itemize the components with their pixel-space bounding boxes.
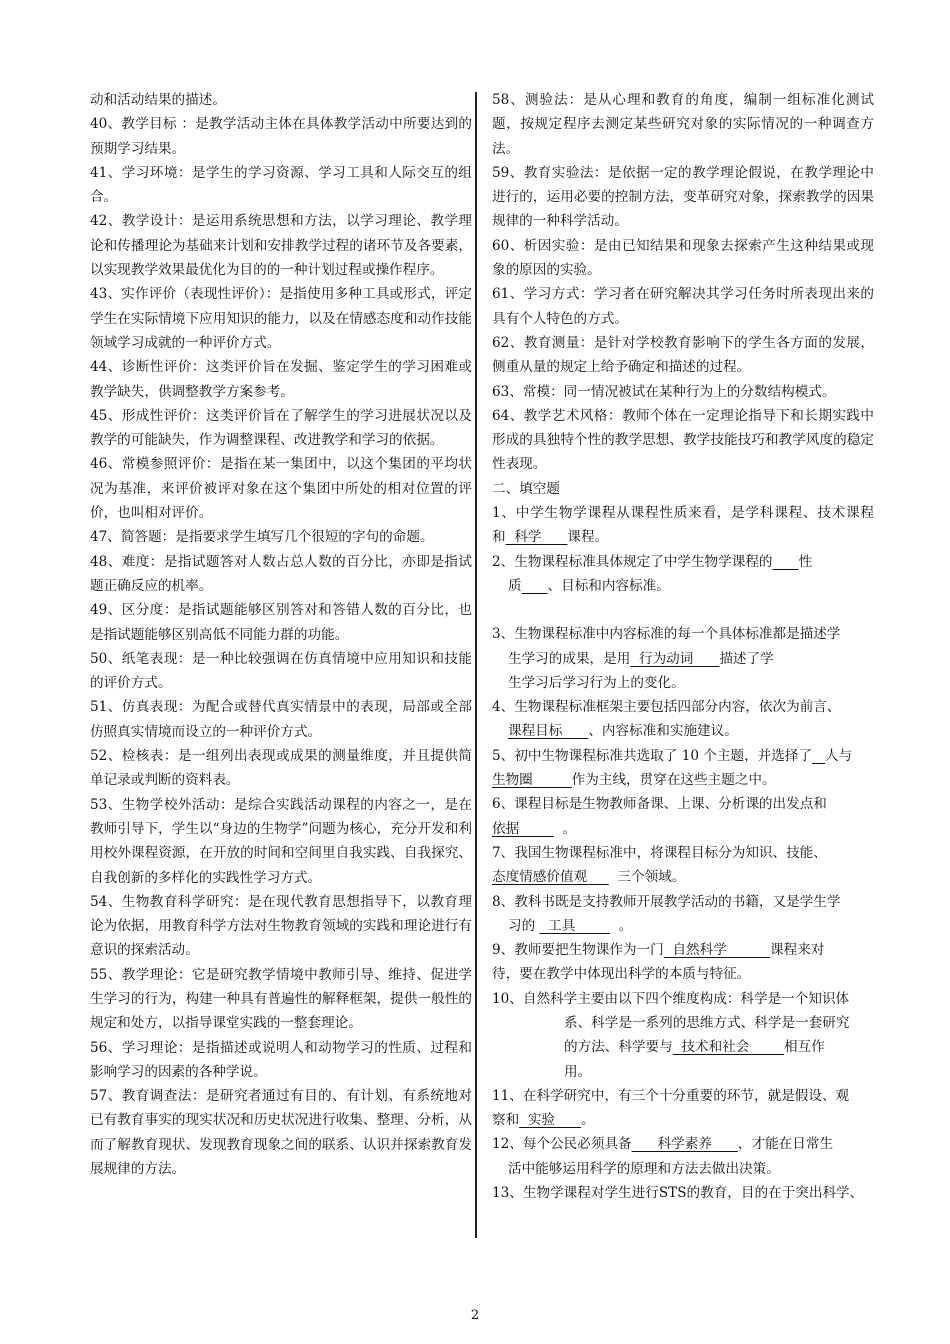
fill-question-3-line3: 生学习后学习行为上的变化。: [508, 674, 685, 691]
definition-60: 60、析因实验：是由已知结果和现象去探索产生这种结果或现象的原因的实验。: [492, 237, 874, 279]
left-column: [90, 88, 472, 1181]
q10-text-end: 相互作: [783, 1039, 825, 1056]
fill-question-13: 13、生物学课程对学生进行STS的教育，目的在于突出科学、: [492, 1185, 864, 1202]
q6-blank: 依据: [492, 820, 520, 837]
q12-text: 12、每个公民必须具备: [492, 1136, 632, 1153]
q1-text-end: 课程。: [567, 529, 609, 546]
q9-text: 9、教师要把生物课作为一门: [492, 942, 664, 959]
fill-question-4: 4、生物课程标准框架主要包括四部分内容，依次为前言、: [492, 699, 841, 716]
fill-question-11-line2: [492, 1108, 874, 1132]
definition-63: 63、常模：同一情况被试在某种行为上的分数结构模式。: [492, 383, 836, 400]
q10-blank: 技术和社会: [681, 1039, 750, 1056]
definition-49: 49、区分度：是指试题能够区别答对和答错人数的百分比，也是指试题能够区别高低不同能力群的功能。: [90, 602, 472, 643]
definition-48: 48、难度：是指试题答对人数占总人数的百分比，亦即是指试题正确反应的机率。: [90, 553, 472, 594]
q9-text-end: 课程来对: [770, 942, 825, 959]
definition-62: 62、教育测量：是针对学校教育影响下的学生各方面的发展，侧重从量的规定上给予确定和描述的过程。: [492, 334, 874, 376]
fill-question-2: [492, 550, 874, 574]
definition-47: 47、简答题：是指要求学生填写几个很短的字句的命题。: [90, 529, 434, 546]
fill-question-5: [492, 744, 874, 768]
fill-question-1: [492, 501, 874, 550]
q8-blank: 工具: [548, 917, 576, 934]
q11-blank: 实验: [527, 1112, 556, 1129]
definition-40: 40、教学目标 ：是教学活动主体在具体教学活动中所要达到的预期学习结果。: [90, 116, 472, 157]
definition-42: 42、教学设计：是运用系统思想和方法，以学习理论、教学理论和传播理论为基础来计划和安排教学过程的诸环节及各要素，以实现教学效果最优化为目的的一种计划过程或操作程序。: [90, 213, 472, 279]
q3-text-end: 描述了学: [719, 650, 774, 667]
fill-question-7-line2: [492, 865, 874, 889]
fill-question-12-line2: 活中能够运用科学的原理和方法去做出决策。: [508, 1160, 780, 1177]
fill-question-4-line2: [492, 719, 874, 743]
q2-text-d: 、目标和内容标准。: [547, 577, 670, 594]
fill-question-3: 3、生物课程标准中内容标准的每一个具体标准都是描述学: [492, 626, 841, 643]
definition-43: 43、实作评价（表现性评价）：是指使用多种工具或形式，评定学生在实际情境下应用知识的能力，以及在情感态度和动作技能领域学习成就的一种评价方式。: [90, 286, 472, 351]
definition-56: 56、学习理论：是指描述或说明人和动物学习的性质、过程和影响学习的因素的各种学说。: [90, 1039, 472, 1080]
definition-41: 41、学习环境：是学生的学习资源、学习工具和人际交互的组合。: [90, 164, 472, 206]
q12-text-end: ，才能在日常生: [737, 1136, 834, 1153]
q11-text-end: 。: [580, 1112, 595, 1129]
q1-blank: 科学: [514, 529, 542, 546]
fill-question-9: [492, 938, 874, 962]
definition-54: 54、生物教育科学研究：是在现代教育思想指导下，以教育理论为依据，用教育科学方法对生物教育领域的实践和理论进行有意识的探索活动。: [90, 893, 472, 959]
definition-59: 59、教育实验法：是依据一定的教学理论假说，在教学理论中进行的，运用必要的控制方法，变革研究对象，探索教学的因果规律的一种科学活动。: [492, 164, 874, 230]
definition-64: 64、教学艺术风格：教师个体在一定理论指导下和长期实践中形成的具独特个性的教学思想、教学技能技巧和教学风度的稳定性表现。: [492, 407, 874, 473]
q5-text-b: 人与: [825, 747, 853, 764]
fill-question-12: [492, 1132, 874, 1156]
q5-text: 5、初中生物课程标准共选取了 10 个主题，并选择了: [492, 747, 813, 764]
q5-blank-2: 生物圈: [492, 772, 533, 789]
definition-51: 51、仿真表现：为配合或替代真实情景中的表现，局部或全部仿照真实情境而设立的一种评价方式。: [90, 699, 472, 740]
definition-58: 58、测验法：是从心理和教育的角度，编制一组标准化测试题，按规定程序去测定某些研究对象的实际情况的一种调查方法。: [492, 92, 874, 157]
definition-50: 50、纸笔表现：是一种比较强调在仿真情境中应用知识和技能的评价方式。: [90, 650, 472, 692]
q9-blank: 自然科学: [672, 942, 727, 959]
section-title: 二、填空题: [492, 480, 560, 497]
fill-question-10: 10、自然科学主要由以下四个维度构成：科学是一个知识体: [492, 990, 850, 1007]
fill-question-7: 7、我国生物课程标准中，将课程目标分为知识、技能、: [492, 844, 827, 861]
q2-text-c: 质: [508, 577, 522, 594]
fill-question-5-line2: [492, 768, 874, 792]
q5-text-end: 作为主线，贯穿在这些主题之中。: [571, 772, 776, 789]
fill-question-9-line2: 待，要在教学中体现出科学的本质与特征。: [492, 966, 751, 983]
definition-53: 53、生物学校外活动：是综合实践活动课程的内容之一，是在教师引导下，学生以“身边的生物学”问题为核心，充分开发和利用校外课程资源，在开放的时间和空间里自我实践、自我探究、自我创新的多样化的实践性学习方式。: [90, 796, 472, 886]
q6-text-end: 。: [562, 820, 577, 837]
q8-text-end: 。: [618, 917, 633, 934]
definition-61: 61、学习方式：学习者在研究解决其学习任务时所表现出来的具有个人特色的方式。: [492, 286, 874, 327]
right-column: [492, 88, 874, 1205]
fill-question-2-line2: [492, 574, 874, 598]
fill-question-6: 6、课程目标是生物教师备课、上课、分析课的出发点和: [492, 796, 827, 813]
q2-blank-2: [522, 578, 548, 594]
q2-text-b: 性: [798, 553, 813, 570]
q7-text-end: 三个领域。: [617, 869, 686, 886]
fill-question-3-line2: [492, 647, 874, 671]
spacer: [492, 598, 874, 622]
q10-text: 的方法、科学要与: [564, 1039, 673, 1056]
definition-46: 46、常模参照评价：是指在某一集团中，以这个集团的平均状况为基准，来评价被评对象在这个集团中所处的相对位置的评价，也叫相对评价。: [90, 456, 472, 522]
definition-57: 57、教育调查法：是研究者通过有目的、有计划、有系统地对已有教育事实的现实状况和历史状况进行收集、整理、分析，从而了解教育现状、发现教育现象之间的联系、认识并探索教育发展规律的方法。: [90, 1088, 472, 1178]
q5-blank: [812, 748, 825, 764]
q7-blank: 态度情感价值观: [492, 869, 588, 886]
q12-blank: 科学素养: [657, 1136, 712, 1153]
q1-text: 1、中学生物学课程从课程性质来看，是学科课程、技术课程和: [492, 505, 874, 546]
definition-39-tail: 动和活动结果的描述。: [90, 92, 226, 108]
q4-blank: 课程目标: [508, 723, 563, 740]
fill-question-10-line2: 系、科学是一系列的思维方式、科学是一套研究: [564, 1014, 850, 1031]
q8-text: 习的: [508, 917, 536, 934]
q3-blank: 行为动词: [639, 650, 694, 667]
q3-text: 生学习的成果，是用: [508, 650, 631, 667]
fill-question-8: 8、教科书既是支持教师开展教学活动的书籍，又是学生学: [492, 893, 841, 910]
definition-52: 52、检核表：是一组列出表现或成果的测量维度，并且提供简单记录或判断的资料表。: [90, 748, 472, 789]
fill-question-6-line2: [492, 817, 874, 841]
definition-44: 44、诊断性评价：这类评价旨在发掘、鉴定学生的学习困难或教学缺失，供调整教学方案参考。: [90, 359, 472, 400]
page-number: 2: [470, 1308, 480, 1323]
column-divider: [475, 92, 477, 1238]
fill-question-10-line3: [492, 1035, 874, 1059]
q4-text-end: 、内容标准和实施建议。: [588, 723, 738, 740]
fill-question-10-line4: 用。: [564, 1063, 592, 1080]
definition-45: 45、形成性评价：这类评价旨在了解学生的学习进展状况以及教学的可能缺失，作为调整课程、改进教学和学习的依据。: [90, 407, 472, 449]
q11-text: 察和: [492, 1112, 520, 1129]
fill-question-11: 11、在科学研究中，有三个十分重要的环节，就是假设、观: [492, 1087, 850, 1104]
q2-blank-1: [773, 554, 799, 570]
fill-question-8-line2: [492, 914, 874, 938]
q2-text: 2、生物课程标准具体规定了中学生物学课程的: [492, 553, 773, 570]
definition-55: 55、教学理论：它是研究教学情境中教师引导、维持、促进学生学习的行为，构建一种具有普遍性的解释框架，提供一般性的规定和处方，以指导课堂实践的一整套理论。: [90, 966, 472, 1032]
